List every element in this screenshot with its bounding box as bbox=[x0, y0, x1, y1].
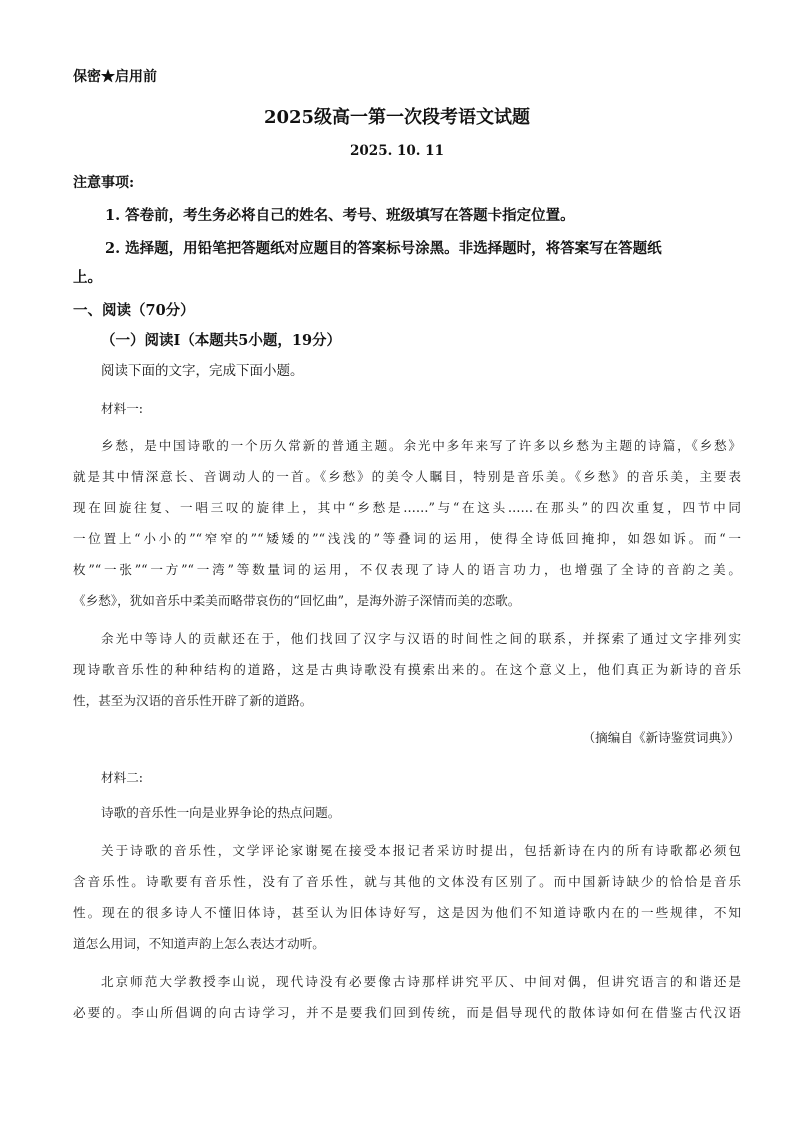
reading-instruction: 阅读下面的文字，完成下面小题。 bbox=[101, 363, 304, 379]
notes-heading: 注意事项: bbox=[73, 175, 135, 191]
exam-title: 2025级高一第一次段考语文试题 bbox=[263, 107, 531, 128]
material1-line: 就是其中情深意长、音调动人的一首。《乡愁》的美令人瞩目，特别是音乐美。《乡愁》的音乐美，主要表 bbox=[73, 469, 741, 484]
material2-label: 材料二: bbox=[101, 770, 144, 785]
exam-date: 2025. 10. 11 bbox=[350, 143, 444, 159]
material1-line: 《乡愁》，犹如音乐中柔美而略带哀伤的“回忆曲”，是海外游子深情而美的恋歌。 bbox=[73, 593, 521, 608]
material2-line: 关于诗歌的音乐性，文学评论家谢冕在接受本报记者采访时提出，包括新诗在内的所有诗歌都必须包 bbox=[101, 843, 741, 858]
subsection-heading: （一）阅读Ⅰ（本题共5小题，19分） bbox=[101, 332, 342, 349]
material2-line: 性。现在的很多诗人不懂旧体诗，甚至认为旧体诗好写，这是因为他们不知道诗歌内在的一些规律，不知 bbox=[73, 905, 741, 920]
confidential-label: 保密★启用前 bbox=[73, 69, 157, 85]
material2-line: 含音乐性。诗歌要有音乐性，没有了音乐性，就与其他的文体没有区别了。而中国新诗缺少的恰恰是音乐 bbox=[73, 874, 741, 889]
material2-line: 道怎么用词，不知道声韵上怎么表达才动听。 bbox=[73, 936, 325, 951]
material1-line: 乡愁，是中国诗歌的一个历久常新的普通主题。余光中多年来写了许多以乡愁为主题的诗篇，《乡愁》 bbox=[101, 438, 741, 453]
section-heading: 一、阅读（70分） bbox=[73, 302, 195, 319]
material1-line: 一位置上“小小的”“窄窄的”“矮矮的”“浅浅的”等叠词的运用，使得全诗低回掩抑，如怨如诉。而“一 bbox=[73, 531, 741, 546]
material1-line: 现诗歌音乐性的种种结构的道路，这是古典诗歌没有摸索出来的。在这个意义上，他们真正为新诗的音乐 bbox=[73, 662, 741, 677]
material2-line: 必要的。李山所倡调的向古诗学习，并不是要我们回到传统，而是倡导现代的散体诗如何在借鉴古代汉语 bbox=[73, 1005, 741, 1020]
material1-label: 材料一: bbox=[101, 401, 144, 416]
material1-line: 性，甚至为汉语的音乐性开辟了新的道路。 bbox=[73, 693, 313, 708]
material2-line: 北京师范大学教授李山说，现代诗没有必要像古诗那样讲究平仄、中间对偶，但讲究语言的和谐还是 bbox=[101, 974, 741, 989]
note-item-1: 1. 答卷前，考生务必将自己的姓名、考号、班级填写在答题卡指定位置。 bbox=[105, 207, 575, 224]
material1-line: 枚”“一张”“一方”“一湾”等数量词的运用，不仅表现了诗人的语言功力，也增强了全诗的音韵之美。 bbox=[73, 562, 741, 577]
note-item-2: 2. 选择题，用铅笔把答题纸对应题目的答案标号涂黑。非选择题时，将答案写在答题纸 bbox=[105, 240, 662, 257]
material1-line: 余光中等诗人的贡献还在于，他们找回了汉字与汉语的时间性之间的联系，并探索了通过文字排列实 bbox=[101, 631, 741, 646]
note-item-2-continued: 上。 bbox=[73, 269, 102, 286]
material1-line: 现在回旋往复、一唱三叹的旋律上，其中“乡愁是……”与“在这头……在那头”的四次重复，四节中同 bbox=[73, 500, 741, 515]
material1-source: （摘编自《新诗鉴赏词典》） bbox=[582, 730, 740, 745]
material2-line: 诗歌的音乐性一向是业界争论的热点问题。 bbox=[101, 805, 341, 820]
